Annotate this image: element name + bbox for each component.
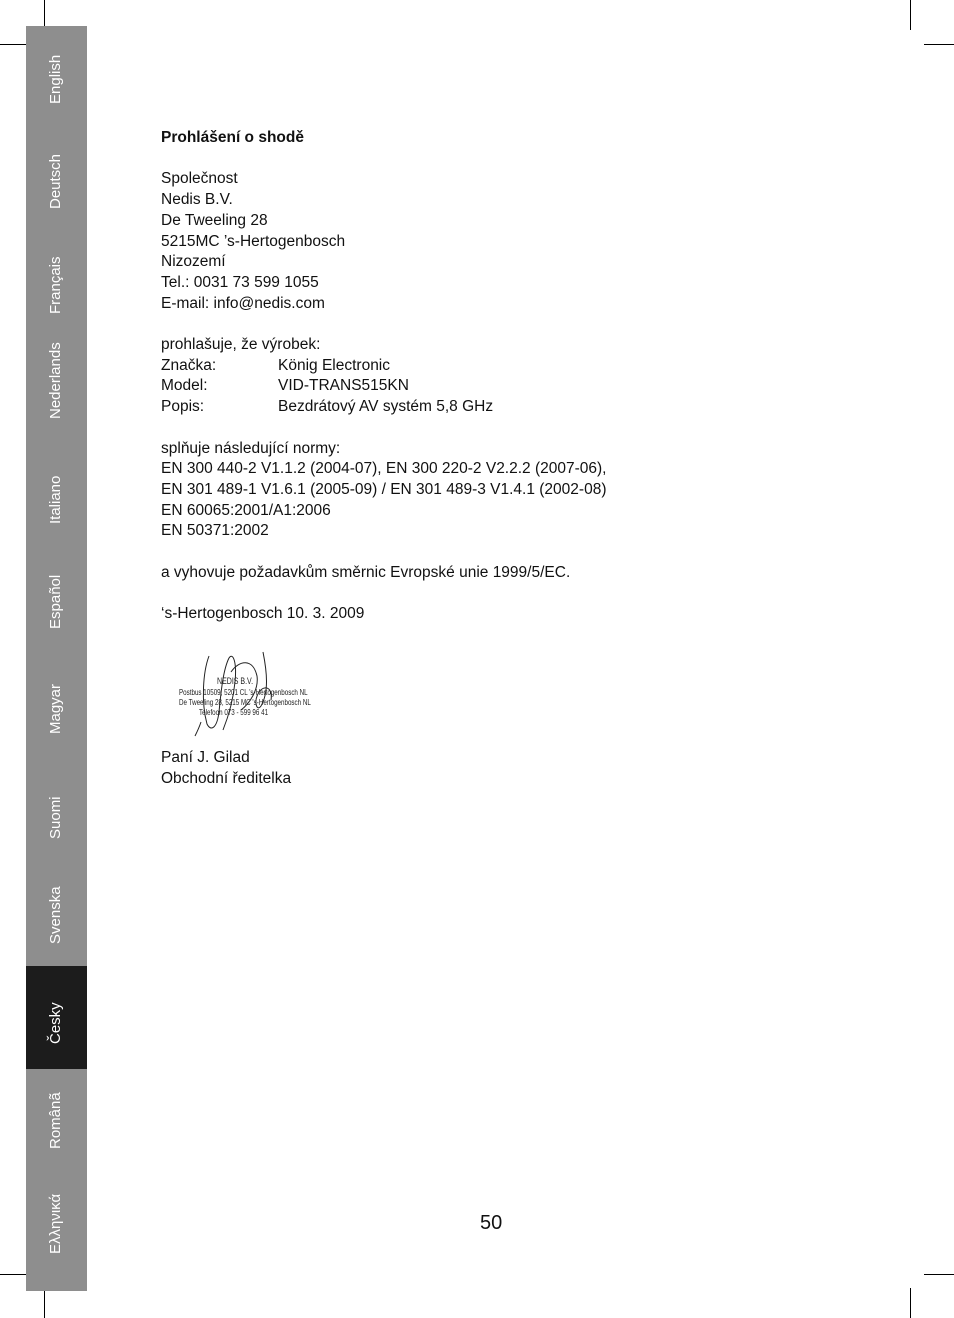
stamp-line: De Tweeling 28, 5215 MC 's-Hertogenbosch NL: [179, 698, 311, 707]
stamp-line: NEDIS B.V.: [217, 676, 254, 686]
tab-label: Français: [47, 256, 64, 314]
language-sidebar: [26, 26, 87, 1291]
brand-row: [161, 356, 721, 377]
stamp-line: Postbus 10509, 5201 CL 's-Hertogenbosch NL: [179, 688, 308, 697]
declaration-content: [161, 128, 721, 625]
tab-label: Magyar: [47, 683, 64, 734]
crop-mark: [910, 0, 911, 30]
country: Nizozemí: [161, 253, 226, 271]
city: 5215MC ’s-Hertogenbosch: [161, 232, 346, 250]
tab-suomi[interactable]: [26, 761, 87, 864]
tab-francais[interactable]: [26, 236, 87, 339]
description-value: Bezdrátový AV systém 5,8 GHz: [278, 398, 494, 416]
phone: Tel.: 0031 73 599 1055: [161, 273, 319, 291]
tab-nederlands[interactable]: [26, 341, 87, 444]
brand-label: Značka:: [161, 356, 217, 374]
signatory-name: Paní J. Gilad: [161, 749, 250, 766]
tab-ellinika[interactable]: [26, 1176, 87, 1279]
tab-romana[interactable]: [26, 1071, 87, 1174]
company-intro: Společnost: [161, 170, 238, 188]
place-date: ‘s-Hertogenbosch 10. 3. 2009: [161, 605, 365, 623]
declares-text: prohlašuje, že výrobek:: [161, 336, 321, 353]
directive-text: a vyhovuje požadavkům směrnic Evropské unie 1999/5/EC.: [161, 563, 571, 581]
tab-label: Česky: [47, 1002, 64, 1044]
tab-label: Ελληνικά: [47, 1193, 64, 1254]
description-label: Popis:: [161, 398, 205, 416]
tab-cesky[interactable]: [26, 966, 87, 1069]
tab-svenska[interactable]: [26, 866, 87, 969]
model-value: VID-TRANS515KN: [278, 377, 409, 395]
page-number: 50: [480, 1212, 503, 1234]
norm-line: EN 50371:2002: [161, 522, 269, 540]
email: E-mail: info@nedis.com: [161, 294, 325, 312]
tab-label: Românã: [47, 1092, 64, 1149]
description-row: [161, 397, 721, 418]
signature-stamp: [161, 642, 327, 738]
company-name: Nedis B.V.: [161, 191, 233, 209]
brand-value: König Electronic: [278, 356, 391, 374]
norm-line: EN 301 489-1 V1.6.1 (2005-09) / EN 301 489-3 V1.4.1 (2002-08): [161, 480, 607, 498]
tab-label: Nederlands: [47, 342, 64, 419]
crop-mark: [910, 1288, 911, 1318]
norms-intro: splňuje následující normy:: [161, 439, 341, 457]
street: De Tweeling 28: [161, 211, 268, 229]
tab-label: Español: [47, 574, 64, 629]
document-title: Prohlášení o shodě: [161, 129, 304, 146]
tab-english[interactable]: [26, 26, 87, 129]
crop-mark: [924, 1274, 954, 1275]
norm-line: EN 60065:2001/A1:2006: [161, 501, 331, 519]
stamp-line: Telefoon 073 - 599 96 41: [199, 708, 269, 717]
tab-label: Suomi: [47, 796, 64, 839]
norm-line: EN 300 440-2 V1.1.2 (2004-07), EN 300 220-2 V2.2.2 (2007-06),: [161, 460, 607, 478]
tab-label: Deutsch: [47, 153, 64, 209]
crop-mark: [44, 1288, 45, 1318]
model-row: [161, 376, 721, 397]
tab-deutsch[interactable]: [26, 131, 87, 234]
crop-mark: [924, 44, 954, 45]
signatory-block: [161, 748, 721, 789]
model-label: Model:: [161, 377, 208, 395]
signatory-title: Obchodní ředitelka: [161, 769, 292, 787]
tab-label: Svenska: [47, 886, 64, 944]
tab-espanol[interactable]: [26, 551, 87, 654]
tab-label: English: [47, 54, 64, 104]
tab-italiano[interactable]: [26, 446, 87, 549]
tab-label: Italiano: [47, 475, 64, 524]
tab-magyar[interactable]: [26, 656, 87, 759]
